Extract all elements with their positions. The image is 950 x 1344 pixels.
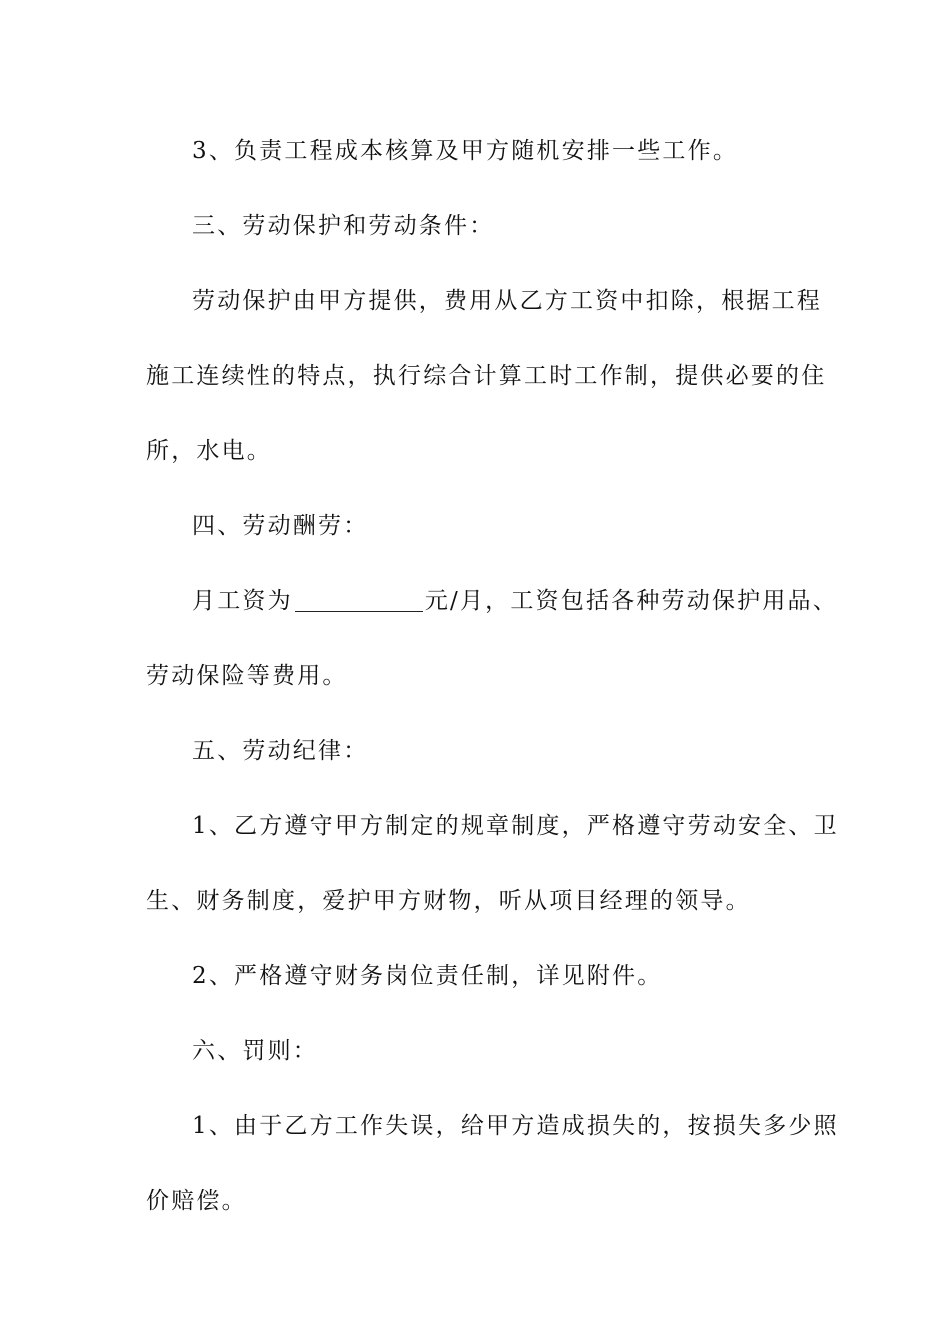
salary-blank-underline xyxy=(295,587,423,612)
section-heading: 四、劳动酬劳： xyxy=(192,513,369,539)
paragraph-line: 1、乙方遵守甲方制定的规章制度，严格遵守劳动安全、卫 xyxy=(192,813,839,839)
section-heading: 五、劳动纪律： xyxy=(192,738,369,764)
paragraph-line: 所，水电。 xyxy=(146,438,272,464)
paragraph-line: 施工连续性的特点，执行综合计算工时工作制，提供必要的住 xyxy=(146,363,827,389)
salary-unit-text: 元/月，工资包括各种劳动保护用品、 xyxy=(424,588,838,614)
paragraph-line: 1、由于乙方工作失误，给甲方造成损失的，按损失多少照 xyxy=(192,1113,839,1139)
salary-line xyxy=(192,581,882,621)
section-heading: 三、劳动保护和劳动条件： xyxy=(192,213,495,239)
paragraph-line: 2、严格遵守财务岗位责任制，详见附件。 xyxy=(192,963,663,989)
paragraph-line: 劳动保护由甲方提供，费用从乙方工资中扣除，根据工程 xyxy=(192,288,822,314)
paragraph-line: 生、财务制度，爱护甲方财物，听从项目经理的领导。 xyxy=(146,888,751,914)
salary-label: 月工资为 xyxy=(192,588,293,614)
paragraph-line: 3、负责工程成本核算及甲方随机安排一些工作。 xyxy=(192,138,739,164)
section-heading: 六、罚则： xyxy=(192,1038,318,1064)
paragraph-line: 价赔偿。 xyxy=(146,1188,247,1214)
paragraph-line: 劳动保险等费用。 xyxy=(146,663,348,689)
